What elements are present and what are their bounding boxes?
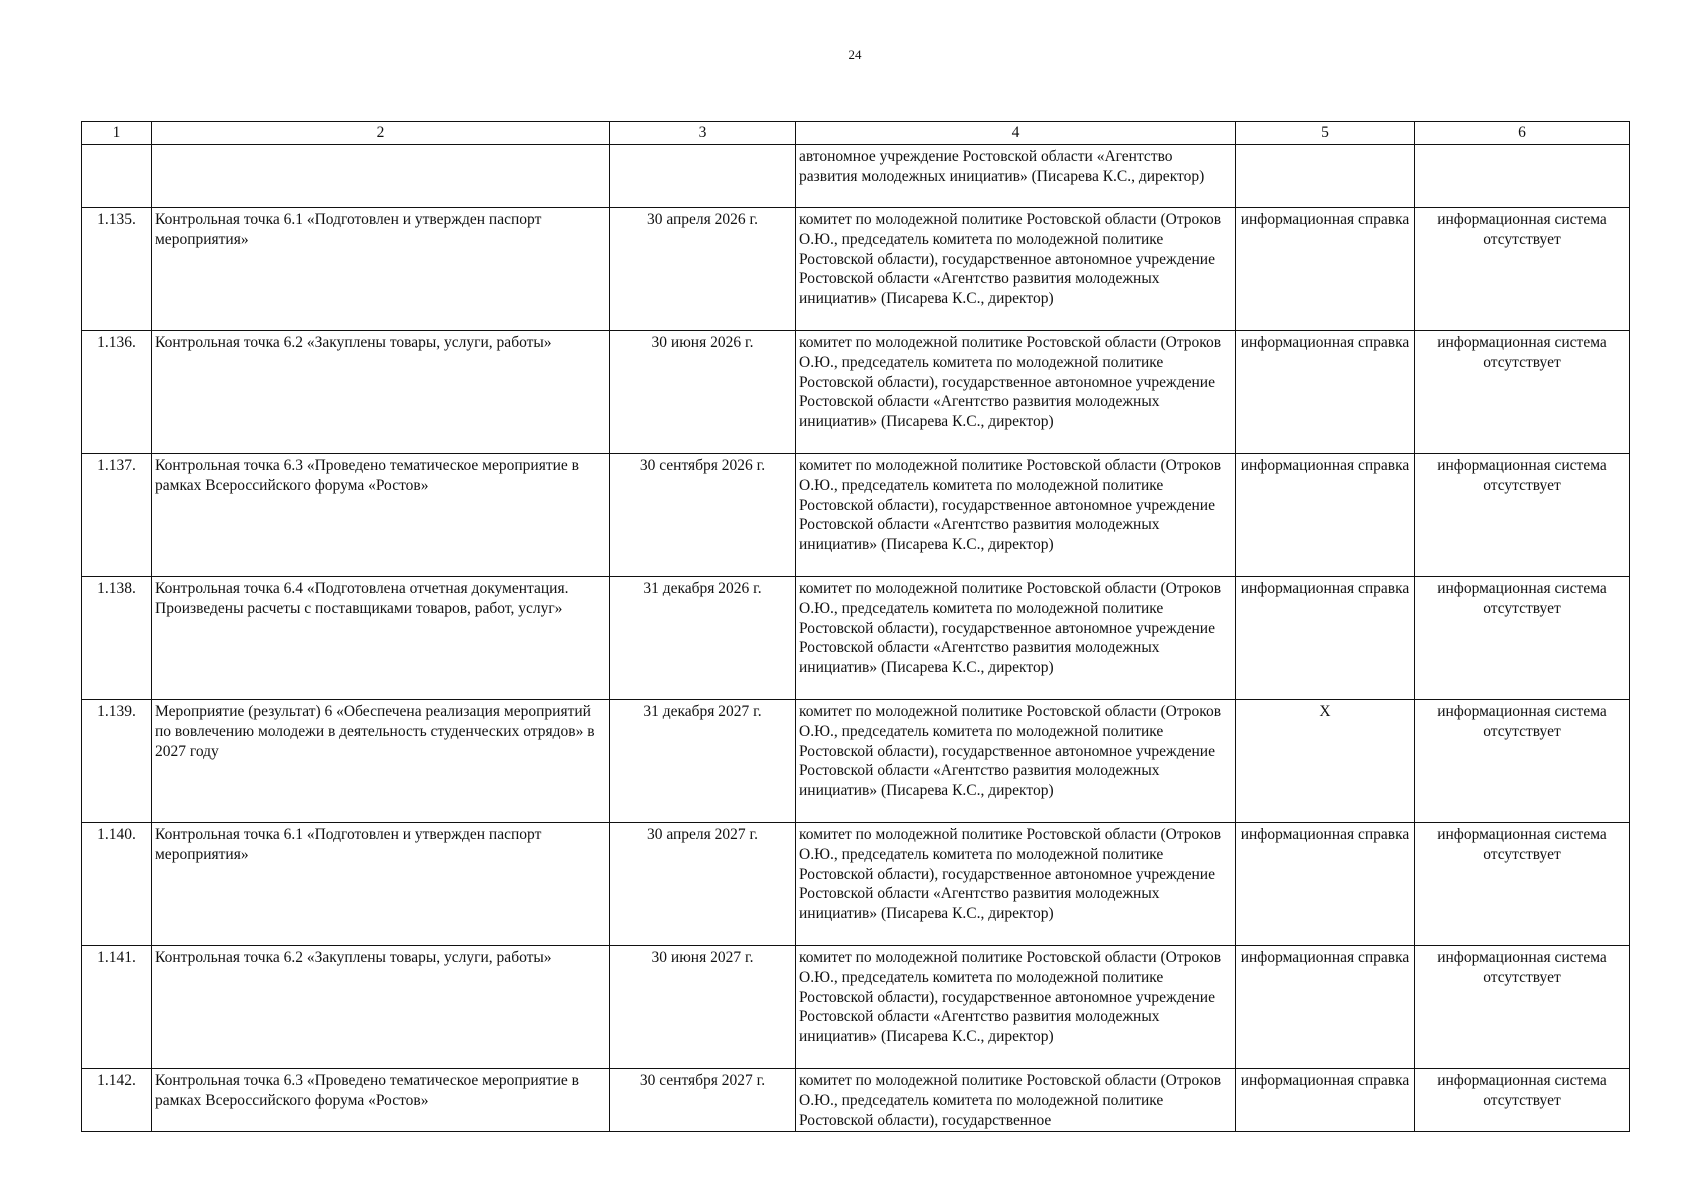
table-row — [82, 454, 1630, 577]
row-number: 1.140. — [82, 823, 152, 946]
row-date: 30 июня 2027 г. — [610, 946, 796, 1069]
row-system: информационная система отсутствует — [1415, 454, 1630, 577]
continued-row — [82, 145, 1630, 208]
row-responsible: комитет по молодежной политике Ростовской области (Отроков О.Ю., председатель комитета по молодежной политике Ростовской области), государственное автономное учреждение Ростовской области «Агентство развития молодежных инициатив» (Писарева К.С., директор) — [796, 823, 1236, 946]
row-number: 1.142. — [82, 1069, 152, 1132]
row-name: Мероприятие (результат) 6 «Обеспечена реализация мероприятий по вовлечению молодежи в деятельность студенческих отрядов» в 2027 году — [152, 700, 610, 823]
row-responsible: комитет по молодежной политике Ростовской области (Отроков О.Ю., председатель комитета по молодежной политике Ростовской области), государственное — [796, 1069, 1236, 1132]
row-name: Контрольная точка 6.1 «Подготовлен и утвержден паспорт мероприятия» — [152, 823, 610, 946]
row-responsible: комитет по молодежной политике Ростовской области (Отроков О.Ю., председатель комитета по молодежной политике Ростовской области), государственное автономное учреждение Ростовской области «Агентство развития молодежных инициатив» (Писарева К.С., директор) — [796, 208, 1236, 331]
row-system: информационная система отсутствует — [1415, 577, 1630, 700]
column-number-row — [82, 122, 1630, 145]
table-row — [82, 946, 1630, 1069]
row-number: 1.135. — [82, 208, 152, 331]
table-body — [82, 122, 1630, 1132]
column-number-3: 3 — [610, 122, 796, 145]
row-date: 30 апреля 2026 г. — [610, 208, 796, 331]
column-number-1: 1 — [82, 122, 152, 145]
row-document: информационная справка — [1236, 1069, 1415, 1132]
row-responsible: комитет по молодежной политике Ростовской области (Отроков О.Ю., председатель комитета по молодежной политике Ростовской области), государственное автономное учреждение Ростовской области «Агентство развития молодежных инициатив» (Писарева К.С., директор) — [796, 577, 1236, 700]
row-date: 30 сентября 2026 г. — [610, 454, 796, 577]
control-points-table — [81, 121, 1630, 1132]
row-document: информационная справка — [1236, 331, 1415, 454]
row-name: Контрольная точка 6.3 «Проведено тематическое мероприятие в рамках Всероссийского форума «Ростов» — [152, 1069, 610, 1132]
table-row — [82, 208, 1630, 331]
continued-row-responsible: автономное учреждение Ростовской области «Агентство развития молодежных инициатив» (Писарева К.С., директор) — [796, 145, 1236, 208]
continued-row-document — [1236, 145, 1415, 208]
row-number: 1.137. — [82, 454, 152, 577]
row-name: Контрольная точка 6.3 «Проведено тематическое мероприятие в рамках Всероссийского форума «Ростов» — [152, 454, 610, 577]
row-system: информационная система отсутствует — [1415, 331, 1630, 454]
column-number-5: 5 — [1236, 122, 1415, 145]
row-document: информационная справка — [1236, 208, 1415, 331]
row-document: информационная справка — [1236, 946, 1415, 1069]
continued-row-date — [610, 145, 796, 208]
row-system: информационная система отсутствует — [1415, 700, 1630, 823]
row-name: Контрольная точка 6.2 «Закуплены товары, услуги, работы» — [152, 946, 610, 1069]
row-system: информационная система отсутствует — [1415, 208, 1630, 331]
row-date: 31 декабря 2026 г. — [610, 577, 796, 700]
column-number-4: 4 — [796, 122, 1236, 145]
row-name: Контрольная точка 6.1 «Подготовлен и утвержден паспорт мероприятия» — [152, 208, 610, 331]
row-number: 1.138. — [82, 577, 152, 700]
row-system: информационная система отсутствует — [1415, 946, 1630, 1069]
row-system: информационная система отсутствует — [1415, 1069, 1630, 1132]
continued-row-system — [1415, 145, 1630, 208]
row-responsible: комитет по молодежной политике Ростовской области (Отроков О.Ю., председатель комитета по молодежной политике Ростовской области), государственное автономное учреждение Ростовской области «Агентство развития молодежных инициатив» (Писарева К.С., директор) — [796, 331, 1236, 454]
row-responsible: комитет по молодежной политике Ростовской области (Отроков О.Ю., председатель комитета по молодежной политике Ростовской области), государственное автономное учреждение Ростовской области «Агентство развития молодежных инициатив» (Писарева К.С., директор) — [796, 946, 1236, 1069]
table-row — [82, 700, 1630, 823]
row-name: Контрольная точка 6.2 «Закуплены товары, услуги, работы» — [152, 331, 610, 454]
row-date: 30 июня 2026 г. — [610, 331, 796, 454]
row-document: информационная справка — [1236, 823, 1415, 946]
continued-row-name — [152, 145, 610, 208]
row-document: X — [1236, 700, 1415, 823]
table-row — [82, 1069, 1630, 1132]
row-document: информационная справка — [1236, 454, 1415, 577]
row-date: 30 сентября 2027 г. — [610, 1069, 796, 1132]
page-number: 24 — [848, 47, 862, 62]
row-number: 1.141. — [82, 946, 152, 1069]
row-date: 31 декабря 2027 г. — [610, 700, 796, 823]
row-system: информационная система отсутствует — [1415, 823, 1630, 946]
row-number: 1.139. — [82, 700, 152, 823]
table-row — [82, 331, 1630, 454]
row-number: 1.136. — [82, 331, 152, 454]
row-document: информационная справка — [1236, 577, 1415, 700]
table-row — [82, 823, 1630, 946]
row-responsible: комитет по молодежной политике Ростовской области (Отроков О.Ю., председатель комитета по молодежной политике Ростовской области), государственное автономное учреждение Ростовской области «Агентство развития молодежных инициатив» (Писарева К.С., директор) — [796, 700, 1236, 823]
row-name: Контрольная точка 6.4 «Подготовлена отчетная документация. Произведены расчеты с поставщиками товаров, работ, услуг» — [152, 577, 610, 700]
continued-row-number — [82, 145, 152, 208]
row-responsible: комитет по молодежной политике Ростовской области (Отроков О.Ю., председатель комитета по молодежной политике Ростовской области), государственное автономное учреждение Ростовской области «Агентство развития молодежных инициатив» (Писарева К.С., директор) — [796, 454, 1236, 577]
column-number-2: 2 — [152, 122, 610, 145]
table-row — [82, 577, 1630, 700]
row-date: 30 апреля 2027 г. — [610, 823, 796, 946]
column-number-6: 6 — [1415, 122, 1630, 145]
